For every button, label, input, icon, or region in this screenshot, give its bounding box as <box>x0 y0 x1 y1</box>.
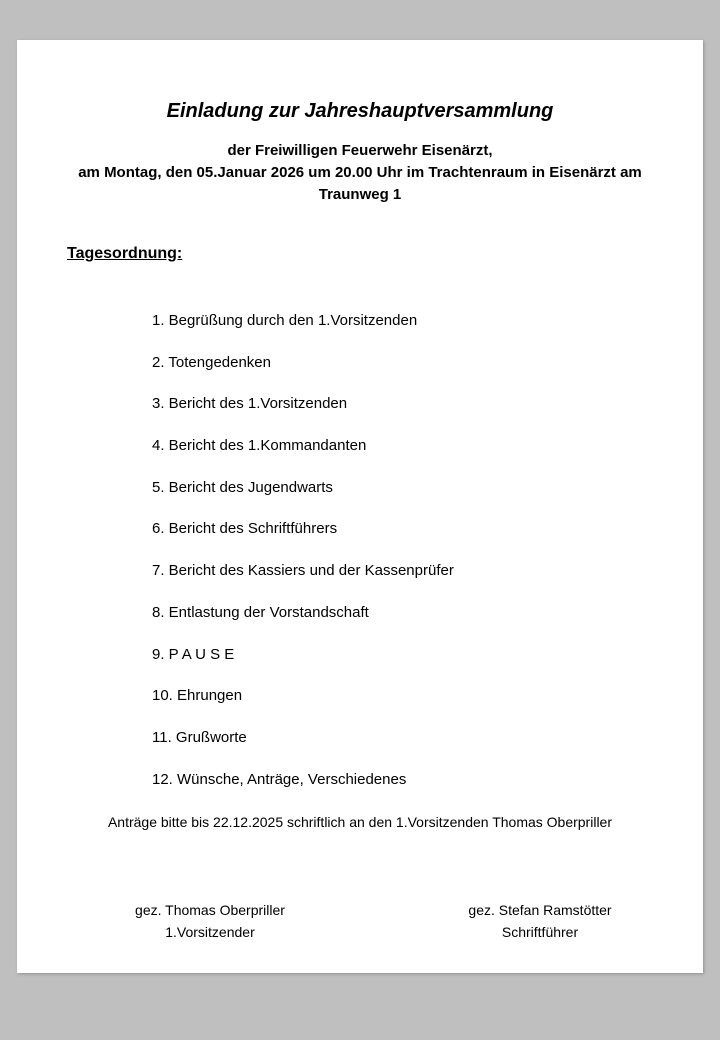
signature-chairman-role: 1.Vorsitzender <box>165 924 255 940</box>
signature-secretary-name: gez. Stefan Ramstötter <box>468 902 612 918</box>
agenda-item-5: 5. Bericht des Jugendwarts <box>152 478 333 496</box>
agenda-item-8: 8. Entlastung der Vorstandschaft <box>152 603 369 621</box>
agenda-item-4: 4. Bericht des 1.Kommandanten <box>152 437 367 455</box>
agenda-item-11: 11. Grußworte <box>152 728 247 746</box>
agenda-item-12: 12. Wünsche, Anträge, Verschiedenes <box>152 770 407 788</box>
subtitle-line-datetime: am Montag, den 05.Januar 2026 um 20.00 Uhr im Trachtenraum in Eisenärzt am <box>78 164 642 181</box>
agenda-item-3: 3. Bericht des 1.Vorsitzenden <box>152 395 348 413</box>
agenda-item-2: 2. Totengedenken <box>152 353 271 371</box>
agenda-heading: Tagesordnung: <box>67 245 183 262</box>
document-subtitle <box>17 140 703 206</box>
signature-chairman-name: gez. Thomas Oberpriller <box>135 902 285 918</box>
agenda-item-9: 9. P A U S E <box>152 645 235 663</box>
subtitle-line-address: Traunweg 1 <box>318 186 402 203</box>
agenda-list <box>152 313 683 813</box>
agenda-item-10: 10. Ehrungen <box>152 687 243 705</box>
signature-secretary <box>468 899 611 943</box>
agenda-item-1: 1. Begrüßung durch den 1.Vorsitzenden <box>152 312 418 329</box>
submission-note: Anträge bitte bis 22.12.2025 schriftlich an den 1.Vorsitzenden Thomas Oberpriller <box>107 814 613 830</box>
subtitle-line-organization: der Freiwilligen Feuerwehr Eisenärzt, <box>227 142 493 159</box>
agenda-item-6: 6. Bericht des Schriftführers <box>152 520 338 538</box>
signature-secretary-role: Schriftführer <box>501 924 579 940</box>
signature-chairman <box>135 899 285 943</box>
document-title: Einladung zur Jahreshauptversammlung <box>166 100 554 122</box>
agenda-item-7: 7. Bericht des Kassiers und der Kassenprüfer <box>152 562 454 580</box>
document-page <box>17 40 703 973</box>
